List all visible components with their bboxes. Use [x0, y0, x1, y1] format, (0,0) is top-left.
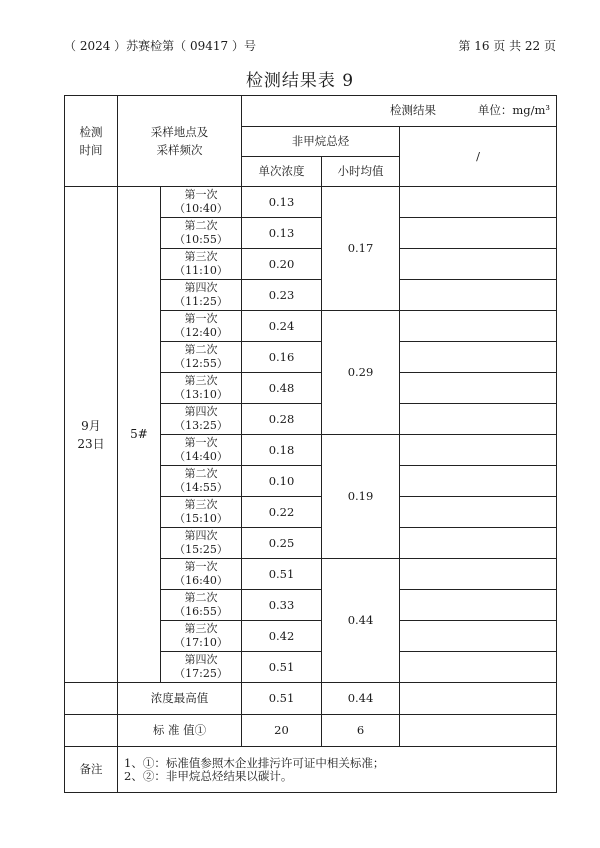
single-concentration-header: 单次浓度 — [242, 157, 322, 187]
single-concentration-value: 0.23 — [242, 280, 322, 311]
hourly-mean-header: 小时均值 — [322, 157, 400, 187]
results-header — [242, 96, 557, 127]
single-concentration-value: 0.25 — [242, 528, 322, 559]
single-concentration-value: 0.22 — [242, 497, 322, 528]
sample-slot: 第二次 （16:55） — [161, 590, 242, 621]
hourly-mean-value: 0.17 — [322, 187, 400, 311]
sample-slot: 第四次 （15:25） — [161, 528, 242, 559]
sample-slot: 第一次 （14:40） — [161, 435, 242, 466]
note-line: 2、②：非甲烷总烃结果以碳计。 — [124, 768, 293, 783]
hourly-mean-value: 0.19 — [322, 435, 400, 559]
single-concentration-value: 0.48 — [242, 373, 322, 404]
sampling-date: 9月 23日 — [65, 187, 118, 683]
sample-slot: 第三次 （17:10） — [161, 621, 242, 652]
page-number: 第 16 页 共 22 页 — [458, 39, 556, 53]
other-pollutant-header: / — [400, 127, 557, 187]
sample-slot: 第二次 （14:55） — [161, 466, 242, 497]
empty-result-cell — [400, 559, 557, 590]
empty-result-cell — [400, 311, 557, 342]
notes-content — [118, 747, 557, 793]
standard-hourly-value: 6 — [322, 715, 400, 747]
report-number: （ 2024 ）苏赛检第（ 09417 ）号 — [64, 39, 256, 53]
single-concentration-value: 0.13 — [242, 187, 322, 218]
empty-result-cell — [400, 404, 557, 435]
single-concentration-value: 0.33 — [242, 590, 322, 621]
standard-label: 标 准 值① — [118, 715, 242, 747]
max-single-value: 0.51 — [242, 683, 322, 715]
sampling-site: 5# — [118, 187, 161, 683]
empty-result-cell — [400, 373, 557, 404]
table-title: 检测结果表 9 — [245, 71, 355, 91]
empty-result-cell — [400, 497, 557, 528]
empty-result-cell — [400, 528, 557, 559]
empty-result-cell — [400, 435, 557, 466]
single-concentration-value: 0.42 — [242, 621, 322, 652]
empty-result-cell — [400, 621, 557, 652]
empty-result-cell — [400, 249, 557, 280]
sample-slot: 第二次 （12:55） — [161, 342, 242, 373]
sample-slot: 第四次 （13:25） — [161, 404, 242, 435]
empty-result-cell — [400, 218, 557, 249]
note-line: 1、①：标准值参照木企业排污许可证中相关标准； — [124, 755, 385, 770]
single-concentration-value: 0.51 — [242, 652, 322, 683]
empty-result-cell — [400, 466, 557, 497]
unit-label: 单位：mg/m³ — [477, 103, 551, 117]
max-row-spacer — [65, 683, 118, 715]
empty-result-cell — [400, 652, 557, 683]
single-concentration-value: 0.24 — [242, 311, 322, 342]
single-concentration-value: 0.13 — [242, 218, 322, 249]
notes-label: 备注 — [65, 747, 118, 793]
single-concentration-value: 0.20 — [242, 249, 322, 280]
empty-result-cell — [400, 715, 557, 747]
empty-result-cell — [400, 280, 557, 311]
max-label: 浓度最高值 — [118, 683, 242, 715]
single-concentration-value: 0.18 — [242, 435, 322, 466]
sample-slot: 第三次 （13:10） — [161, 373, 242, 404]
hourly-mean-value: 0.29 — [322, 311, 400, 435]
single-concentration-value: 0.10 — [242, 466, 322, 497]
sample-slot: 第三次 （15:10） — [161, 497, 242, 528]
results-label: 检测结果 — [390, 103, 436, 117]
single-concentration-value: 0.16 — [242, 342, 322, 373]
empty-result-cell — [400, 187, 557, 218]
sample-slot: 第三次 （11:10） — [161, 249, 242, 280]
single-concentration-value: 0.28 — [242, 404, 322, 435]
empty-result-cell — [400, 683, 557, 715]
standard-row-spacer — [65, 715, 118, 747]
empty-result-cell — [400, 342, 557, 373]
sample-slot: 第一次 （12:40） — [161, 311, 242, 342]
sample-slot: 第一次 （16:40） — [161, 559, 242, 590]
col-header-site: 采样地点及 采样频次 — [118, 96, 242, 187]
standard-single-value: 20 — [242, 715, 322, 747]
results-table — [64, 95, 557, 793]
pollutant-header: 非甲烷总烃 — [242, 127, 400, 157]
single-concentration-value: 0.51 — [242, 559, 322, 590]
max-hourly-value: 0.44 — [322, 683, 400, 715]
sample-slot: 第一次 （10:40） — [161, 187, 242, 218]
hourly-mean-value: 0.44 — [322, 559, 400, 683]
sample-slot: 第四次 （17:25） — [161, 652, 242, 683]
col-header-time: 检测 时间 — [65, 96, 118, 187]
sample-slot: 第二次 （10:55） — [161, 218, 242, 249]
empty-result-cell — [400, 590, 557, 621]
sample-slot: 第四次 （11:25） — [161, 280, 242, 311]
